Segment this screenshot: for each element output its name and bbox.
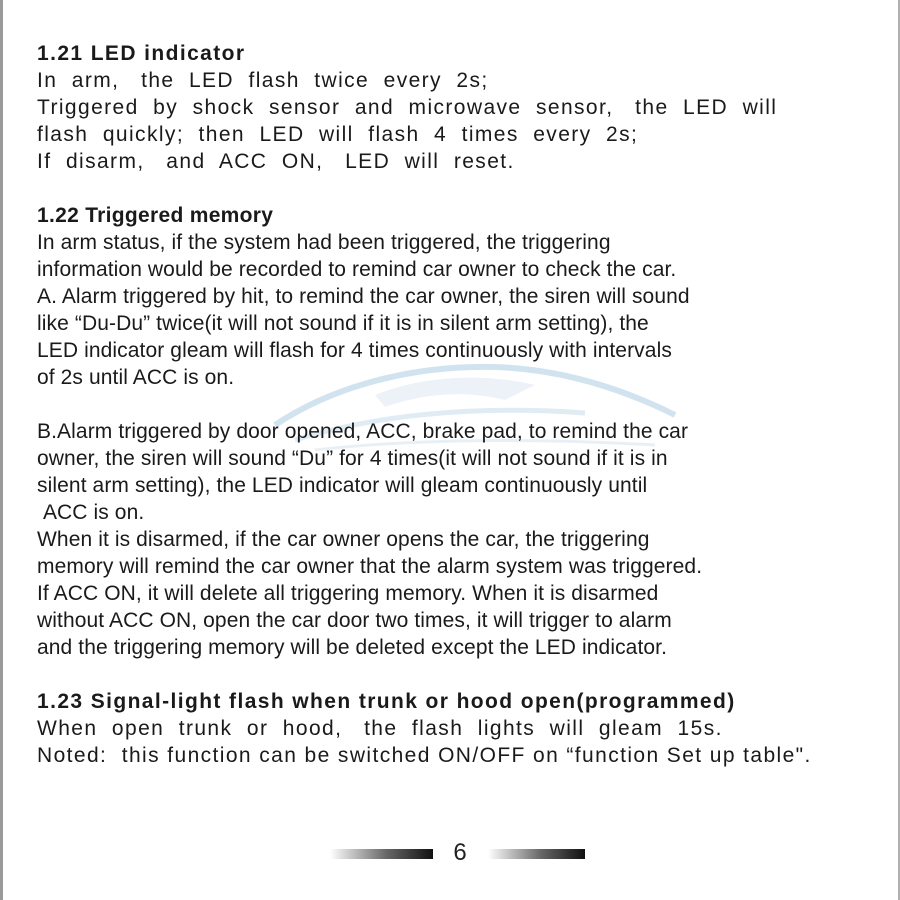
text-line: If disarm, and ACC ON, LED will reset. (37, 150, 515, 173)
text-line: without ACC ON, open the car door two times, it will trigger to alarm (37, 609, 672, 632)
footer-bar-left (330, 849, 433, 859)
paragraph-gap (37, 391, 882, 418)
text-line: When it is disarmed, if the car owner opens the car, the triggering (37, 528, 650, 551)
text-line: ACC is on. (37, 501, 145, 524)
text-line: If ACC ON, it will delete all triggering memory. When it is disarmed (37, 582, 659, 605)
text-line: owner, the siren will sound “Du” for 4 times(it will not sound if it is in (37, 447, 668, 470)
page-footer (0, 832, 900, 872)
text-line: silent arm setting), the LED indicator will gleam continuously until (37, 474, 648, 497)
text-line: of 2s until ACC is on. (37, 366, 235, 389)
text-line: When open trunk or hood, the flash lights will gleam 15s. (37, 717, 723, 740)
page-border-left (0, 0, 3, 900)
text-line: B.Alarm triggered by door opened, ACC, brake pad, to remind the car (37, 420, 689, 443)
section-heading: 1.22 Triggered memory (37, 204, 274, 227)
text-line: and the triggering memory will be deleted except the LED indicator. (37, 636, 668, 659)
text-line: memory will remind the car owner that the alarm system was triggered. (37, 555, 703, 578)
text-line: A. Alarm triggered by hit, to remind the car owner, the siren will sound (37, 285, 690, 308)
section-signal-light-flash (37, 688, 882, 769)
manual-page-content (37, 40, 882, 769)
page-number: 6 (453, 839, 467, 866)
section-heading: 1.21 LED indicator (37, 42, 246, 65)
text-line: LED indicator gleam will flash for 4 times continuously with intervals (37, 339, 672, 362)
footer-bar-right (488, 849, 585, 859)
text-line: In arm, the LED flash twice every 2s; (37, 69, 489, 92)
text-line: flash quickly; then LED will flash 4 times every 2s; (37, 123, 639, 146)
section-triggered-memory (37, 202, 882, 661)
text-line: In arm status, if the system had been triggered, the triggering (37, 231, 611, 254)
section-led-indicator (37, 40, 882, 175)
text-line: like “Du-Du” twice(it will not sound if it is in silent arm setting), the (37, 312, 649, 335)
text-line: Triggered by shock sensor and microwave sensor, the LED will (37, 96, 778, 119)
text-line: Noted: this function can be switched ON/OFF on “function Set up table". (37, 744, 812, 767)
section-heading: 1.23 Signal-light flash when trunk or hood open(programmed) (37, 690, 736, 713)
text-line: information would be recorded to remind car owner to check the car. (37, 258, 677, 281)
